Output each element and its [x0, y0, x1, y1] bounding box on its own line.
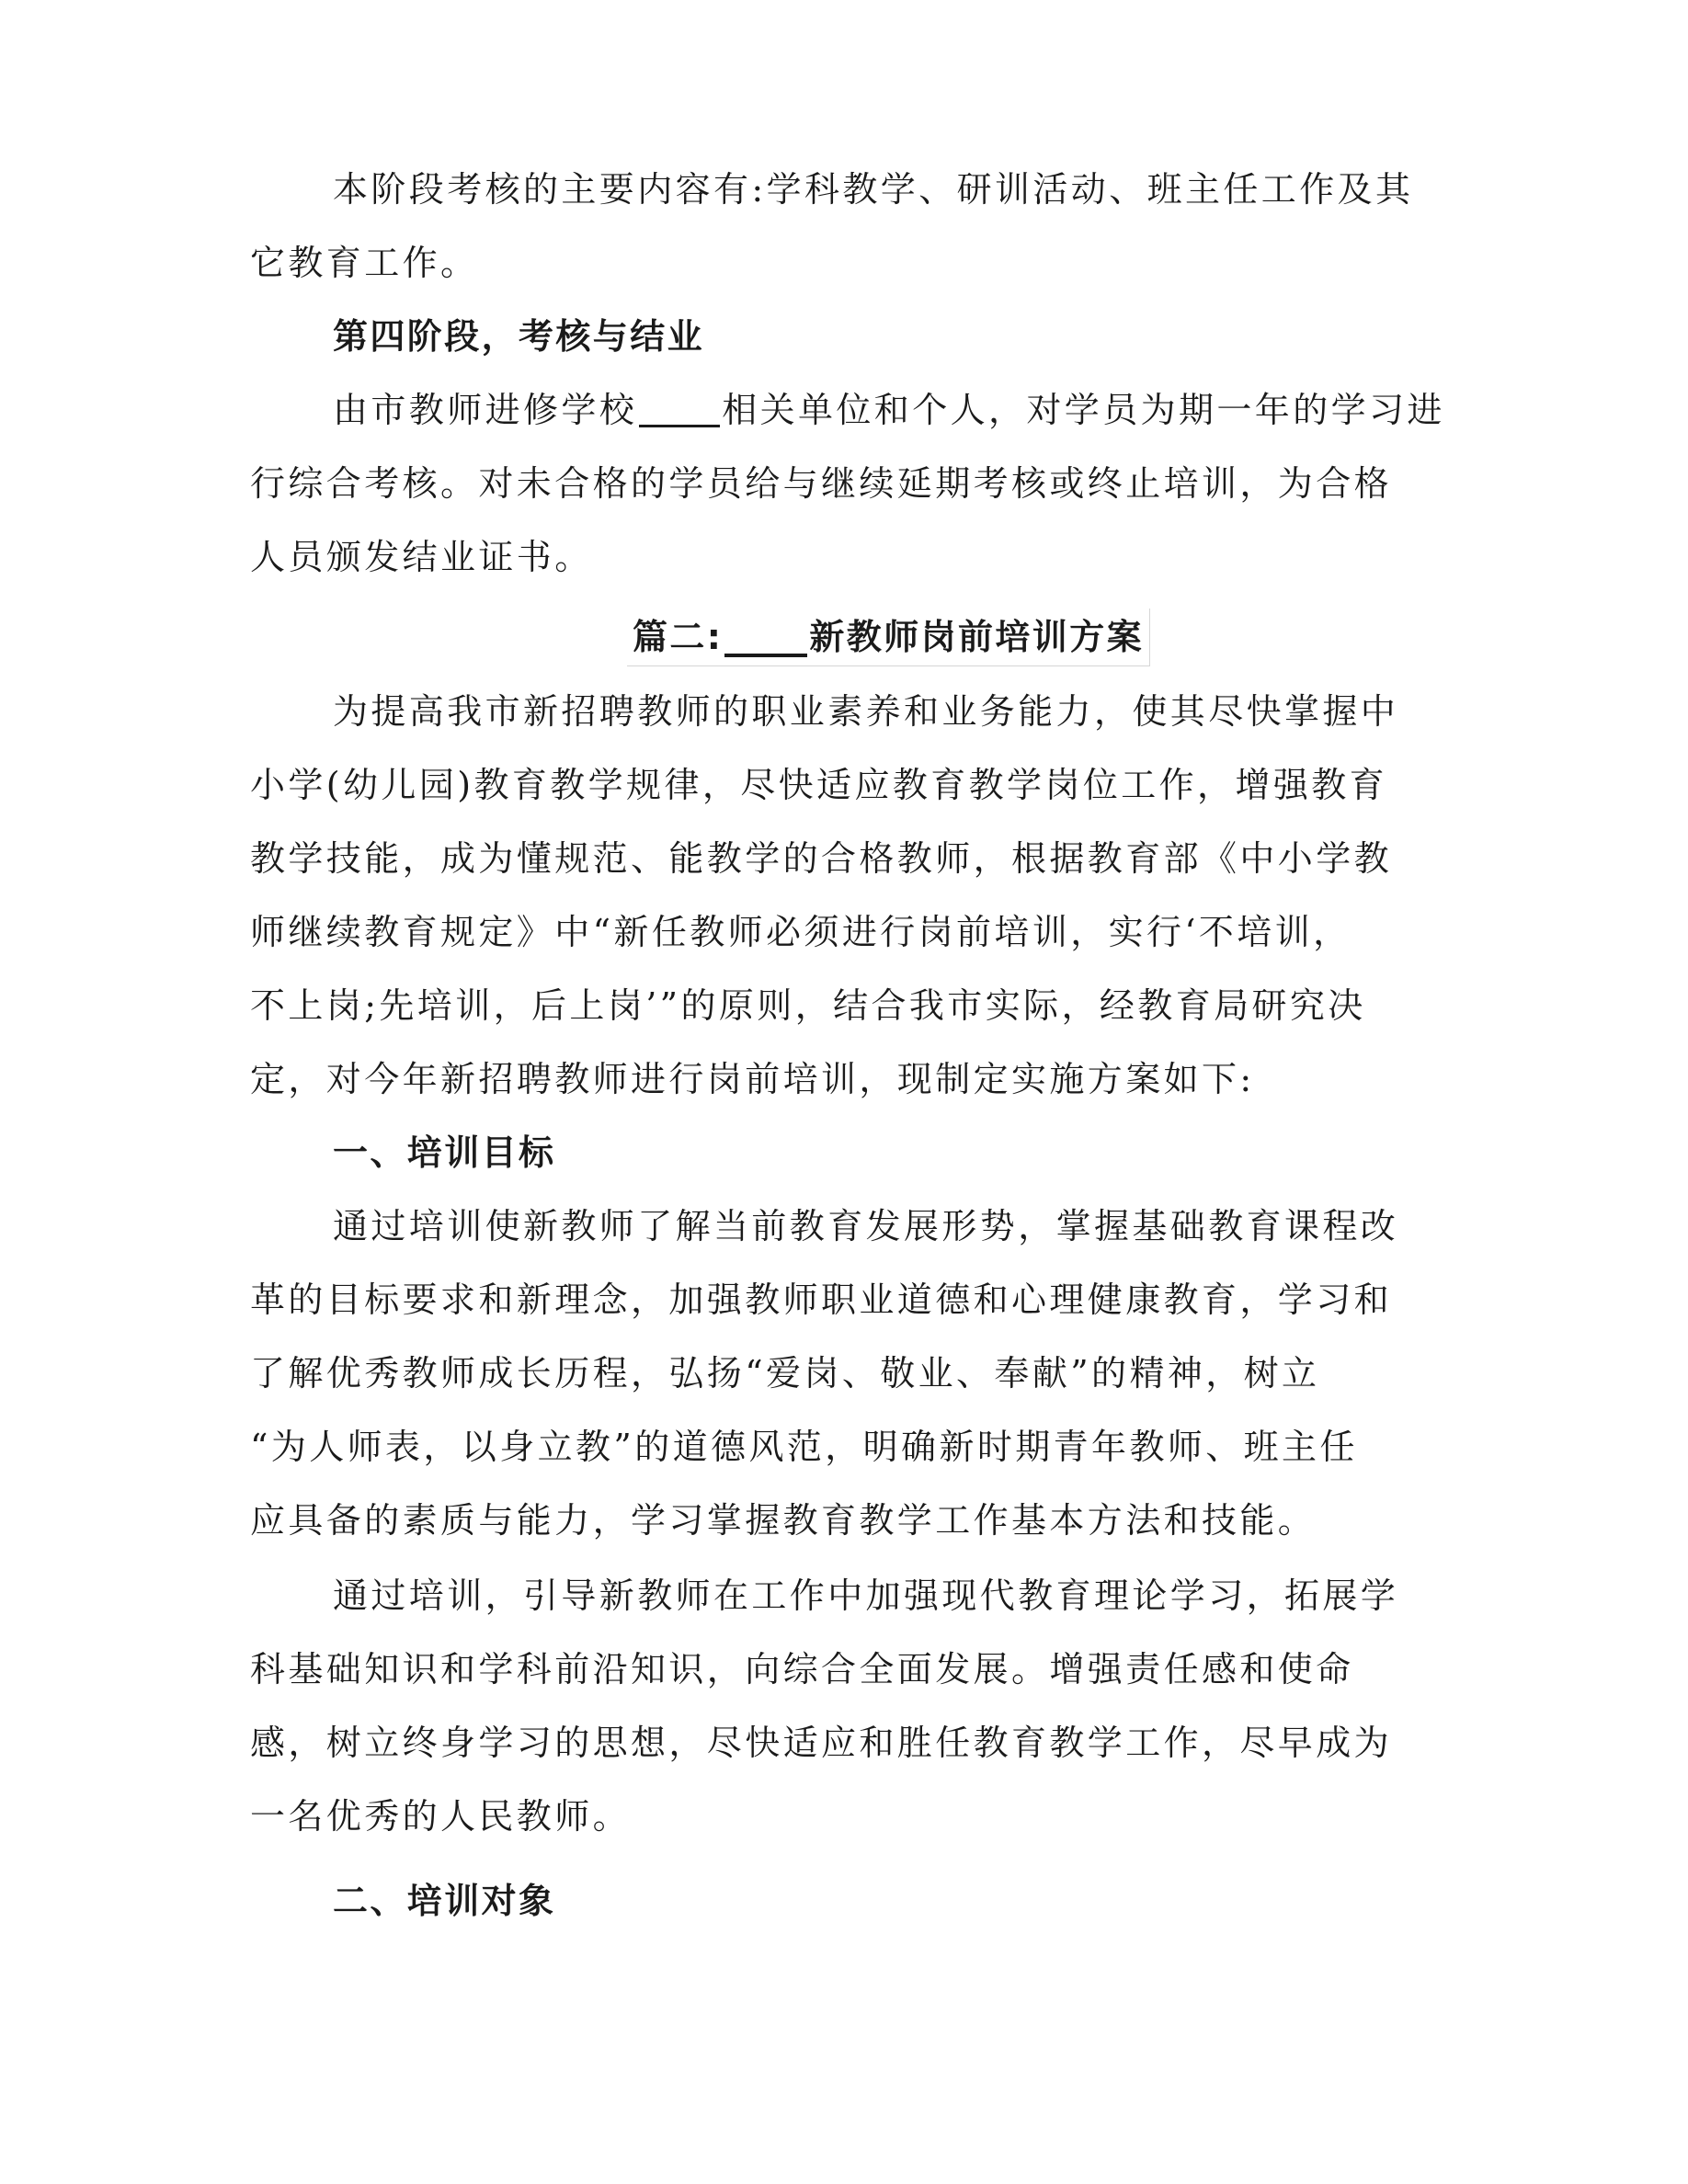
- paragraph-line: 本阶段考核的主要内容有:学科教学、研训活动、班主任工作及其: [333, 169, 1414, 210]
- paragraph-line: 感，树立终身学习的思想，尽快适应和胜任教育教学工作，尽早成为: [250, 1723, 1393, 1763]
- paragraph-line: 应具备的素质与能力，学习掌握教育教学工作基本方法和技能。: [250, 1500, 1317, 1541]
- paragraph-line: 师继续教育规定》中“新任教师必须进行岗前培训，实行‘不培训，: [250, 912, 1352, 952]
- paragraph-line: 革的目标要求和新理念，加强教师职业道德和心理健康教育，学习和: [250, 1280, 1393, 1320]
- paragraph-line: 人员颁发结业证书。: [250, 537, 593, 577]
- paragraph-line: 行综合考核。对未合格的学员给与继续延期考核或终止培训，为合格: [250, 463, 1393, 504]
- paragraph-line: 为提高我市新招聘教师的职业素养和业务能力，使其尽快掌握中: [333, 691, 1399, 732]
- paragraph-line: 小学(幼儿园)教育教学规律，尽快适应教育教学岗位工作，增强教育: [250, 765, 1388, 805]
- paragraph-line: 通过培训使新教师了解当前教育发展形势，掌握基础教育课程改: [333, 1206, 1399, 1246]
- paragraph-line: 科基础知识和学科前沿知识，向综合全面发展。增强责任感和使命: [250, 1649, 1354, 1689]
- fill-in-blank: [639, 388, 720, 427]
- paragraph-line: 了解优秀教师成长历程，弘扬“爱岗、敬业、奉献”的精神，树立: [250, 1353, 1320, 1393]
- paragraph-line: 定，对今年新招聘教师进行岗前培训，现制定实施方案如下:: [250, 1059, 1255, 1099]
- paragraph-line: [333, 384, 1445, 436]
- section-heading-goal: 一、培训目标: [333, 1132, 556, 1173]
- paragraph-line: 通过培训，引导新教师在工作中加强现代教育理论学习，拓展学: [333, 1575, 1399, 1616]
- paragraph-line: “为人师表，以身立教”的道德风范，明确新时期青年教师、班主任: [250, 1427, 1358, 1467]
- title-blank: [724, 617, 807, 657]
- document-title: [627, 609, 1150, 666]
- paragraph-line: 不上岗;先培训，后上岗’”的原则，结合我市实际，经教育局研究决: [250, 985, 1366, 1026]
- title-prefix: 篇二:: [633, 617, 724, 657]
- paragraph-line: 一名优秀的人民教师。: [250, 1796, 632, 1837]
- paragraph-line: 它教育工作。: [250, 243, 479, 283]
- paragraph-line: 教学技能，成为懂规范、能教学的合格教师，根据教育部《中小学教: [250, 838, 1393, 879]
- section-heading-stage4: 第四阶段，考核与结业: [333, 316, 705, 357]
- text-segment: 相关单位和个人，对学员为期一年的学习进: [722, 390, 1445, 430]
- text-segment: 由市教师进修学校: [333, 390, 638, 430]
- section-heading-target: 二、培训对象: [333, 1881, 556, 1921]
- title-text: 新教师岗前培训方案: [809, 617, 1145, 657]
